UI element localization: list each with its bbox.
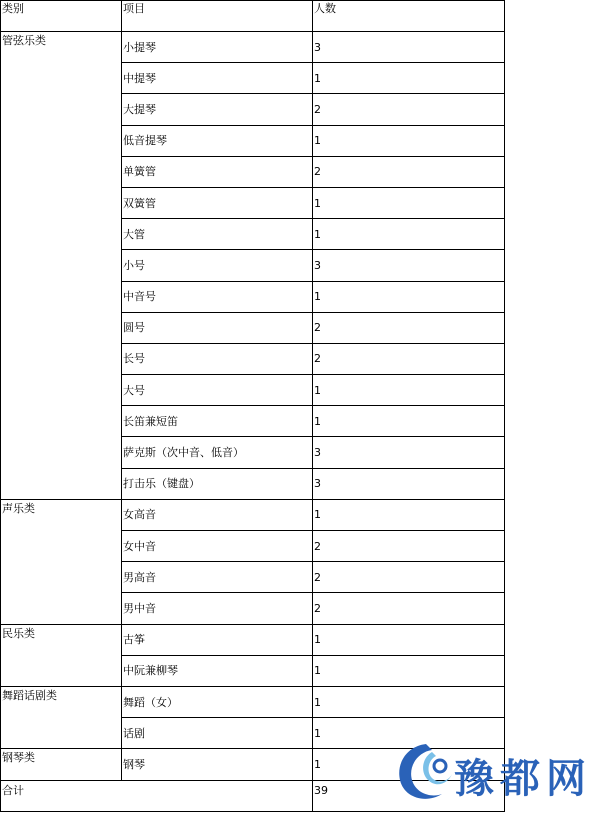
item-cell: 女中音: [122, 531, 313, 562]
item-cell: 话剧: [122, 718, 313, 749]
header-item: 项目: [122, 1, 313, 32]
table-row: [1, 32, 505, 63]
count-cell: 1: [313, 281, 505, 312]
table-row: [1, 499, 505, 530]
count-cell: 2: [313, 343, 505, 374]
count-cell: 2: [313, 562, 505, 593]
item-cell: 圆号: [122, 312, 313, 343]
table-body: [1, 32, 505, 781]
count-cell: 2: [313, 94, 505, 125]
item-cell: 大号: [122, 375, 313, 406]
item-cell: 钢琴: [122, 749, 313, 780]
count-cell: 2: [313, 593, 505, 624]
count-cell: 1: [313, 63, 505, 94]
item-cell: 舞蹈（女）: [122, 686, 313, 717]
item-cell: 单簧管: [122, 156, 313, 187]
watermark-text: 豫都网: [454, 756, 592, 802]
count-cell: 2: [313, 531, 505, 562]
item-cell: 大管: [122, 219, 313, 250]
item-cell: 中提琴: [122, 63, 313, 94]
count-cell: 1: [313, 749, 505, 780]
watermark-logo: [392, 738, 598, 808]
item-cell: 中阮兼柳琴: [122, 655, 313, 686]
item-cell: 打击乐（键盘）: [122, 468, 313, 499]
count-cell: 1: [313, 718, 505, 749]
count-cell: 1: [313, 187, 505, 218]
item-cell: 双簧管: [122, 187, 313, 218]
item-cell: 中音号: [122, 281, 313, 312]
count-cell: 3: [313, 468, 505, 499]
count-cell: 2: [313, 312, 505, 343]
total-count: 39: [313, 780, 505, 811]
item-cell: 长号: [122, 343, 313, 374]
category-cell: 钢琴类: [1, 749, 122, 780]
item-cell: 古筝: [122, 624, 313, 655]
count-cell: 2: [313, 156, 505, 187]
count-cell: 1: [313, 219, 505, 250]
count-cell: 1: [313, 375, 505, 406]
header-count: 人数: [313, 1, 505, 32]
total-label: 合计: [1, 780, 313, 811]
item-cell: 低音提琴: [122, 125, 313, 156]
watermark-swirl-icon: [392, 738, 598, 808]
category-cell: 舞蹈话剧类: [1, 686, 122, 748]
item-cell: 女高音: [122, 499, 313, 530]
table-header-row: [1, 1, 505, 32]
item-cell: 大提琴: [122, 94, 313, 125]
count-cell: 3: [313, 250, 505, 281]
category-cell: 民乐类: [1, 624, 122, 686]
count-cell: 1: [313, 125, 505, 156]
item-cell: 男中音: [122, 593, 313, 624]
category-cell: 声乐类: [1, 499, 122, 624]
item-cell: 萨克斯（次中音、低音）: [122, 437, 313, 468]
count-cell: 1: [313, 624, 505, 655]
item-cell: 小提琴: [122, 32, 313, 63]
item-cell: 长笛兼短笛: [122, 406, 313, 437]
table-row: [1, 686, 505, 717]
item-cell: 小号: [122, 250, 313, 281]
item-cell: 男高音: [122, 562, 313, 593]
count-cell: 3: [313, 437, 505, 468]
count-cell: 1: [313, 655, 505, 686]
count-cell: 3: [313, 32, 505, 63]
count-cell: 1: [313, 406, 505, 437]
header-category: 类别: [1, 1, 122, 32]
count-cell: 1: [313, 686, 505, 717]
category-cell: 管弦乐类: [1, 32, 122, 500]
count-cell: 1: [313, 499, 505, 530]
table-row: [1, 624, 505, 655]
